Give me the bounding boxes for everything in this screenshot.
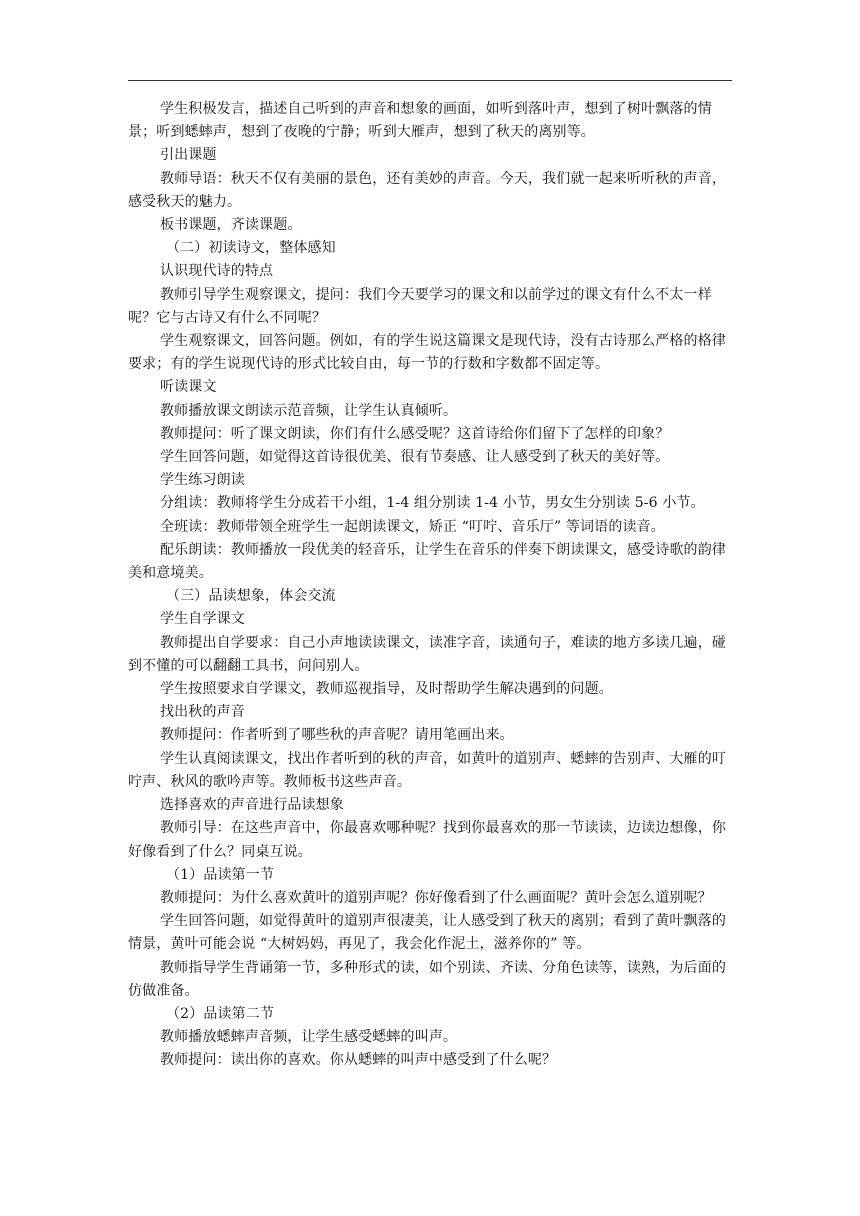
body-paragraph: 教师指导学生背诵第一节，多种形式的读，如个别读、齐读、分角色读等，读熟，为后面的仿做准备。 xyxy=(128,959,726,999)
body-paragraph: 学生回答问题，如觉得这首诗很优美、很有节奏感、让人感受到了秋天的美好等。 xyxy=(160,449,670,466)
body-paragraph: 分组读：教师将学生分成若干小组，1-4 组分别读 1-4 小节，男女生分别读 5-6 小节。 xyxy=(160,495,705,512)
body-paragraph: 学生回答问题，如觉得黄叶的道别声很凄美，让人感受到了秋天的离别；看到了黄叶飘落的情景，黄叶可能会说 “大树妈妈，再见了，我会化作泥土，滋养你的” 等。 xyxy=(128,913,726,953)
body-paragraph: 教师提问：读出你的喜欢。你从蟋蟀的叫声中感受到了什么呢？ xyxy=(160,1052,557,1069)
body-paragraph: 教师提问：作者听到了哪些秋的声音呢？请用笔画出来。 xyxy=(160,727,514,744)
subheading: 引出课题 xyxy=(160,147,217,164)
body-paragraph: 配乐朗读：教师播放一段优美的轻音乐，让学生在音乐的伴奏下朗读课文，感受诗歌的韵律美和意境美。 xyxy=(128,541,726,582)
body-paragraph: 板书课题，齐读课题。 xyxy=(160,217,302,234)
body-paragraph: 教师提出自学要求：自己小声地读读课文，读准字音，读通句子，难读的地方多读几遍，碰到不懂的可以翻翻工具书，问问别人。 xyxy=(128,634,726,674)
body-paragraph: 学生认真阅读课文，找出作者听到的秋的声音，如黄叶的道别声、蟋蟀的告别声、大雁的叮咛声、秋风的歌吟声等。教师板书这些声音。 xyxy=(128,750,726,790)
subheading: 学生练习朗读 xyxy=(160,472,245,489)
body-paragraph: 教师播放蟋蟀声音频，让学生感受蟋蟀的叫声。 xyxy=(160,1029,458,1046)
section-heading: （二）初读诗文，整体感知 xyxy=(166,240,336,257)
subheading: 找出秋的声音 xyxy=(160,704,245,721)
header-rule xyxy=(128,80,732,81)
body-paragraph: 学生按照要求自学课文，教师巡视指导，及时帮助学生解决遇到的问题。 xyxy=(160,681,613,698)
body-paragraph: 教师引导学生观察课文，提问：我们今天要学习的课文和以前学过的课文有什么不太一样呢？它与古诗又有什么不同呢？ xyxy=(128,286,712,326)
body-paragraph: 教师引导：在这些声音中，你最喜欢哪种呢？找到你最喜欢的那一节读读，边读边想像，你好像看到了什么？同桌互说。 xyxy=(128,820,726,860)
body-paragraph: 学生观察课文，回答问题。例如，有的学生说这篇课文是现代诗，没有古诗那么严格的格律要求；有的学生说现代诗的形式比较自由，每一节的行数和字数都不固定等。 xyxy=(128,333,726,373)
subheading: 听读课文 xyxy=(160,379,217,396)
numbered-subheading: （1）品读第一节 xyxy=(166,866,275,883)
body-paragraph: 教师提问：为什么喜欢黄叶的道别声呢？你好像看到了什么画面呢？黄叶会怎么道别呢？ xyxy=(160,889,712,906)
document-body xyxy=(128,98,732,1073)
body-paragraph: 学生积极发言，描述自己听到的声音和想象的画面，如听到落叶声，想到了树叶飘落的情景；听到蟋蟀声，想到了夜晚的宁静；听到大雁声，想到了秋天的离别等。 xyxy=(128,101,712,141)
body-paragraph: 全班读：教师带领全班学生一起朗读课文，矫正 “叮咛、音乐厅” 等词语的读音。 xyxy=(160,518,665,535)
body-paragraph: 教师提问：听了课文朗读，你们有什么感受呢？这首诗给你们留下了怎样的印象？ xyxy=(160,425,670,442)
subheading: 学生自学课文 xyxy=(160,611,245,628)
numbered-subheading: （2）品读第二节 xyxy=(166,1005,275,1022)
section-heading: （三）品读想象，体会交流 xyxy=(166,588,336,605)
body-paragraph: 教师播放课文朗读示范音频，让学生认真倾听。 xyxy=(160,402,458,419)
body-paragraph: 教师导语：秋天不仅有美丽的景色，还有美妙的声音。今天，我们就一起来听听秋的声音，感受秋天的魅力。 xyxy=(128,170,726,210)
subheading: 选择喜欢的声音进行品读想象 xyxy=(160,797,344,814)
subheading: 认识现代诗的特点 xyxy=(160,263,274,280)
